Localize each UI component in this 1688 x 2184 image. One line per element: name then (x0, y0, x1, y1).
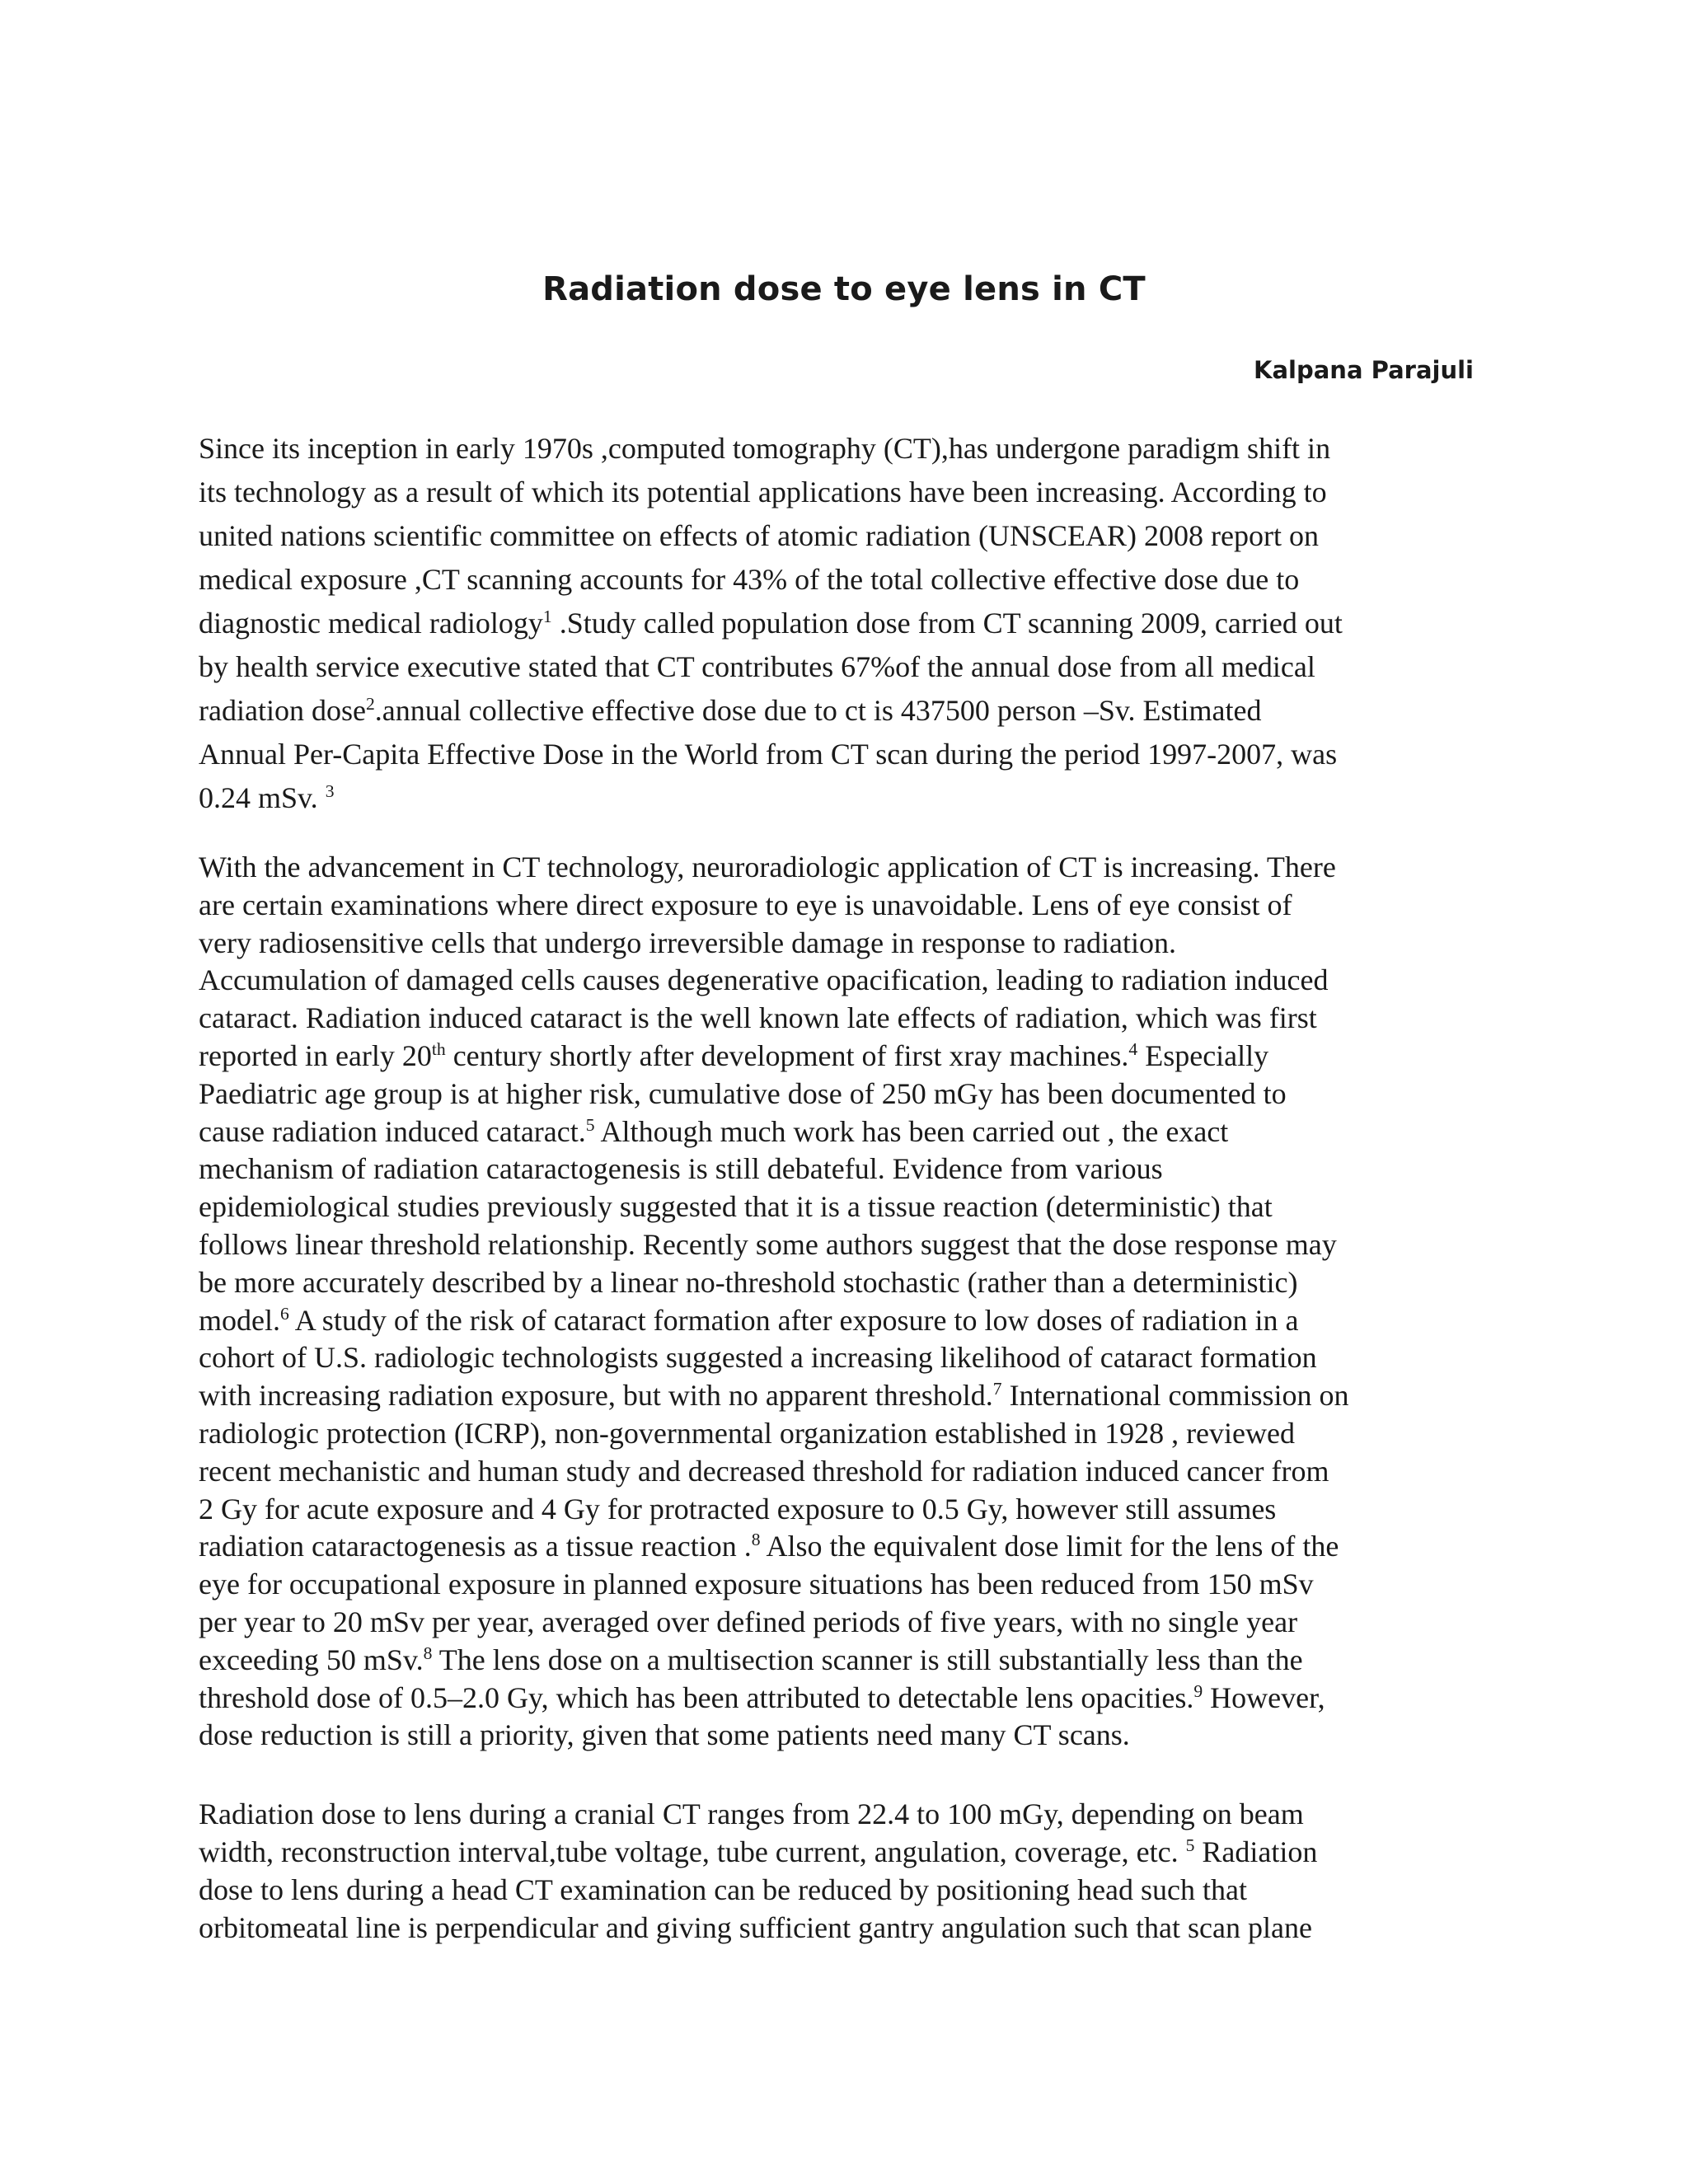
footnote-reference: th (431, 1038, 446, 1059)
text-run: mechanism of radiation cataractogenesis is still debateful. Evidence from various (199, 1152, 1163, 1186)
text-run: width, reconstruction interval,tube voltage, tube current, angulation, coverage, etc. (199, 1835, 1186, 1868)
text-run: A study of the risk of cataract formation after exposure to low doses of radiation in a (288, 1303, 1299, 1337)
paragraph-body (199, 427, 1484, 820)
footnote-reference: 3 (325, 781, 335, 801)
paragraph-1 (199, 427, 1484, 820)
footnote-reference: 5 (585, 1114, 595, 1135)
text-run: with increasing radiation exposure, but with no apparent threshold. (199, 1379, 993, 1413)
text-run: dose reduction is still a priority, given that some patients need many CT scans. (199, 1718, 1130, 1752)
text-line (199, 514, 1484, 558)
text-line (199, 925, 1484, 963)
text-line (199, 1566, 1484, 1604)
text-line (199, 1226, 1484, 1264)
text-run: .annual collective effective dose due to ct is 437500 person –Sv. Estimated (374, 694, 1262, 727)
paragraph-2 (199, 849, 1484, 1755)
footnote-reference: 5 (1185, 1835, 1195, 1855)
text-run: follows linear threshold relationship. Recently some authors suggest that the dose response may (199, 1227, 1337, 1261)
text-line (199, 1491, 1484, 1529)
text-line (199, 733, 1484, 776)
text-run: united nations scientific committee on effects of atomic radiation (UNSCEAR) 2008 report on (199, 519, 1319, 552)
text-line (199, 558, 1484, 602)
text-line (199, 1264, 1484, 1302)
text-line (199, 1302, 1484, 1340)
text-line (199, 1339, 1484, 1377)
text-line (199, 602, 1484, 645)
text-run: reported in early 20 (199, 1038, 432, 1072)
paragraph-body (199, 849, 1484, 1755)
text-run: very radiosensitive cells that undergo irreversible damage in response to radiation. (199, 926, 1176, 959)
footnote-reference: 2 (365, 694, 375, 714)
text-line (199, 689, 1484, 733)
text-run: are certain examinations where direct exposure to eye is unavoidable. Lens of eye consist of (199, 888, 1292, 921)
text-run: The lens dose on a multisection scanner is still substantially less than the (432, 1643, 1303, 1676)
text-run: radiation cataractogenesis as a tissue reaction . (199, 1530, 752, 1563)
text-run: With the advancement in CT technology, neuroradiologic application of CT is increasing. There (199, 851, 1336, 883)
text-line (199, 1871, 1484, 1909)
paragraph-body (199, 1795, 1484, 1947)
text-line (199, 887, 1484, 925)
text-run: exceeding 50 mSv. (199, 1643, 424, 1676)
text-run: model. (199, 1303, 280, 1337)
text-run: Annual Per-Capita Effective Dose in the World from CT scan during the period 1997-2007, was (199, 738, 1338, 771)
text-line (199, 1453, 1484, 1491)
footnote-reference: 7 (992, 1379, 1002, 1399)
text-run: Since its inception in early 1970s ,computed tomography (CT),has undergone paradigm shift in (199, 432, 1331, 465)
footnote-reference: 9 (1193, 1680, 1203, 1701)
text-line (199, 645, 1484, 689)
text-run: recent mechanistic and human study and decreased threshold for radiation induced cancer from (199, 1454, 1329, 1488)
footnote-reference: 8 (751, 1530, 761, 1550)
text-run: eye for occupational exposure in planned exposure situations has been reduced from 150 mSv (199, 1568, 1314, 1601)
text-line (199, 1000, 1484, 1038)
text-line (199, 1795, 1484, 1833)
text-run: dose to lens during a head CT examination can be reduced by positioning head such that (199, 1873, 1248, 1906)
text-line (199, 1151, 1484, 1188)
text-run: century shortly after development of first xray machines. (445, 1038, 1129, 1072)
text-run: its technology as a result of which its potential applications have been increasing. According to (199, 476, 1327, 509)
text-run: radiologic protection (ICRP), non-governmental organization established in 1928 , reviewed (199, 1416, 1295, 1450)
text-line (199, 1377, 1484, 1415)
text-run: threshold dose of 0.5–2.0 Gy, which has been attributed to detectable lens opacities. (199, 1680, 1194, 1714)
text-run: However, (1203, 1680, 1325, 1714)
text-line (199, 1833, 1484, 1871)
text-run: Although much work has been carried out , the exact (594, 1114, 1229, 1148)
text-run: cataract. Radiation induced cataract is the well known late effects of radiation, which was first (199, 1001, 1317, 1035)
text-line (199, 849, 1484, 887)
text-run: epidemiological studies previously suggested that it is a tissue reaction (deterministic) that (199, 1190, 1273, 1224)
text-line (199, 427, 1484, 471)
footnote-reference: 4 (1128, 1038, 1138, 1059)
text-run: Radiation dose to lens during a cranial CT ranges from 22.4 to 100 mGy, depending on beam (199, 1797, 1304, 1830)
text-run: Also the equivalent dose limit for the lens of the (760, 1530, 1339, 1563)
text-run: cohort of U.S. radiologic technologists suggested a increasing likelihood of cataract formation (199, 1341, 1317, 1375)
text-run: Radiation (1194, 1835, 1318, 1868)
text-run: by health service executive stated that CT contributes 67%of the annual dose from all medical (199, 650, 1315, 683)
text-run: cause radiation induced cataract. (199, 1114, 586, 1148)
footnote-reference: 8 (423, 1643, 433, 1663)
text-line (199, 1680, 1484, 1718)
text-run: Accumulation of damaged cells causes degenerative opacification, leading to radiation induced (199, 963, 1329, 997)
paragraph-3 (199, 1795, 1484, 1947)
text-run: be more accurately described by a linear no-threshold stochastic (rather than a deterministic) (199, 1265, 1298, 1299)
text-run: diagnostic medical radiology (199, 607, 543, 640)
text-line (199, 1642, 1484, 1680)
text-run: per year to 20 mSv per year, averaged over defined periods of five years, with no single year (199, 1605, 1298, 1638)
text-line (199, 1604, 1484, 1642)
text-line (199, 1188, 1484, 1226)
text-line (199, 962, 1484, 1000)
text-run: radiation dose (199, 694, 366, 727)
text-line (199, 1415, 1484, 1453)
text-line (199, 1909, 1484, 1947)
text-line (199, 1528, 1484, 1566)
text-run: Paediatric age group is at higher risk, cumulative dose of 250 mGy has been documented to (199, 1076, 1287, 1110)
text-line (199, 1038, 1484, 1076)
text-line (199, 776, 1484, 820)
text-line (199, 1076, 1484, 1113)
text-line (199, 1717, 1484, 1755)
text-run: orbitomeatal line is perpendicular and giving sufficient gantry angulation such that scan plane (199, 1911, 1312, 1944)
text-run: .Study called population dose from CT scanning 2009, carried out (551, 607, 1343, 640)
text-run: 0.24 mSv. (199, 781, 326, 814)
author-name: Kalpana Parajuli (1253, 356, 1474, 384)
document-title: Radiation dose to eye lens in CT (542, 270, 1146, 308)
text-run: medical exposure ,CT scanning accounts for 43% of the total collective effective dose due to (199, 563, 1300, 596)
footnote-reference: 1 (542, 607, 552, 626)
text-line (199, 1113, 1484, 1151)
footnote-reference: 6 (279, 1303, 289, 1324)
text-run: International commission on (1001, 1379, 1349, 1413)
text-run: 2 Gy for acute exposure and 4 Gy for protracted exposure to 0.5 Gy, however still assumes (199, 1492, 1277, 1526)
text-run: Especially (1137, 1038, 1269, 1072)
text-line (199, 471, 1484, 514)
